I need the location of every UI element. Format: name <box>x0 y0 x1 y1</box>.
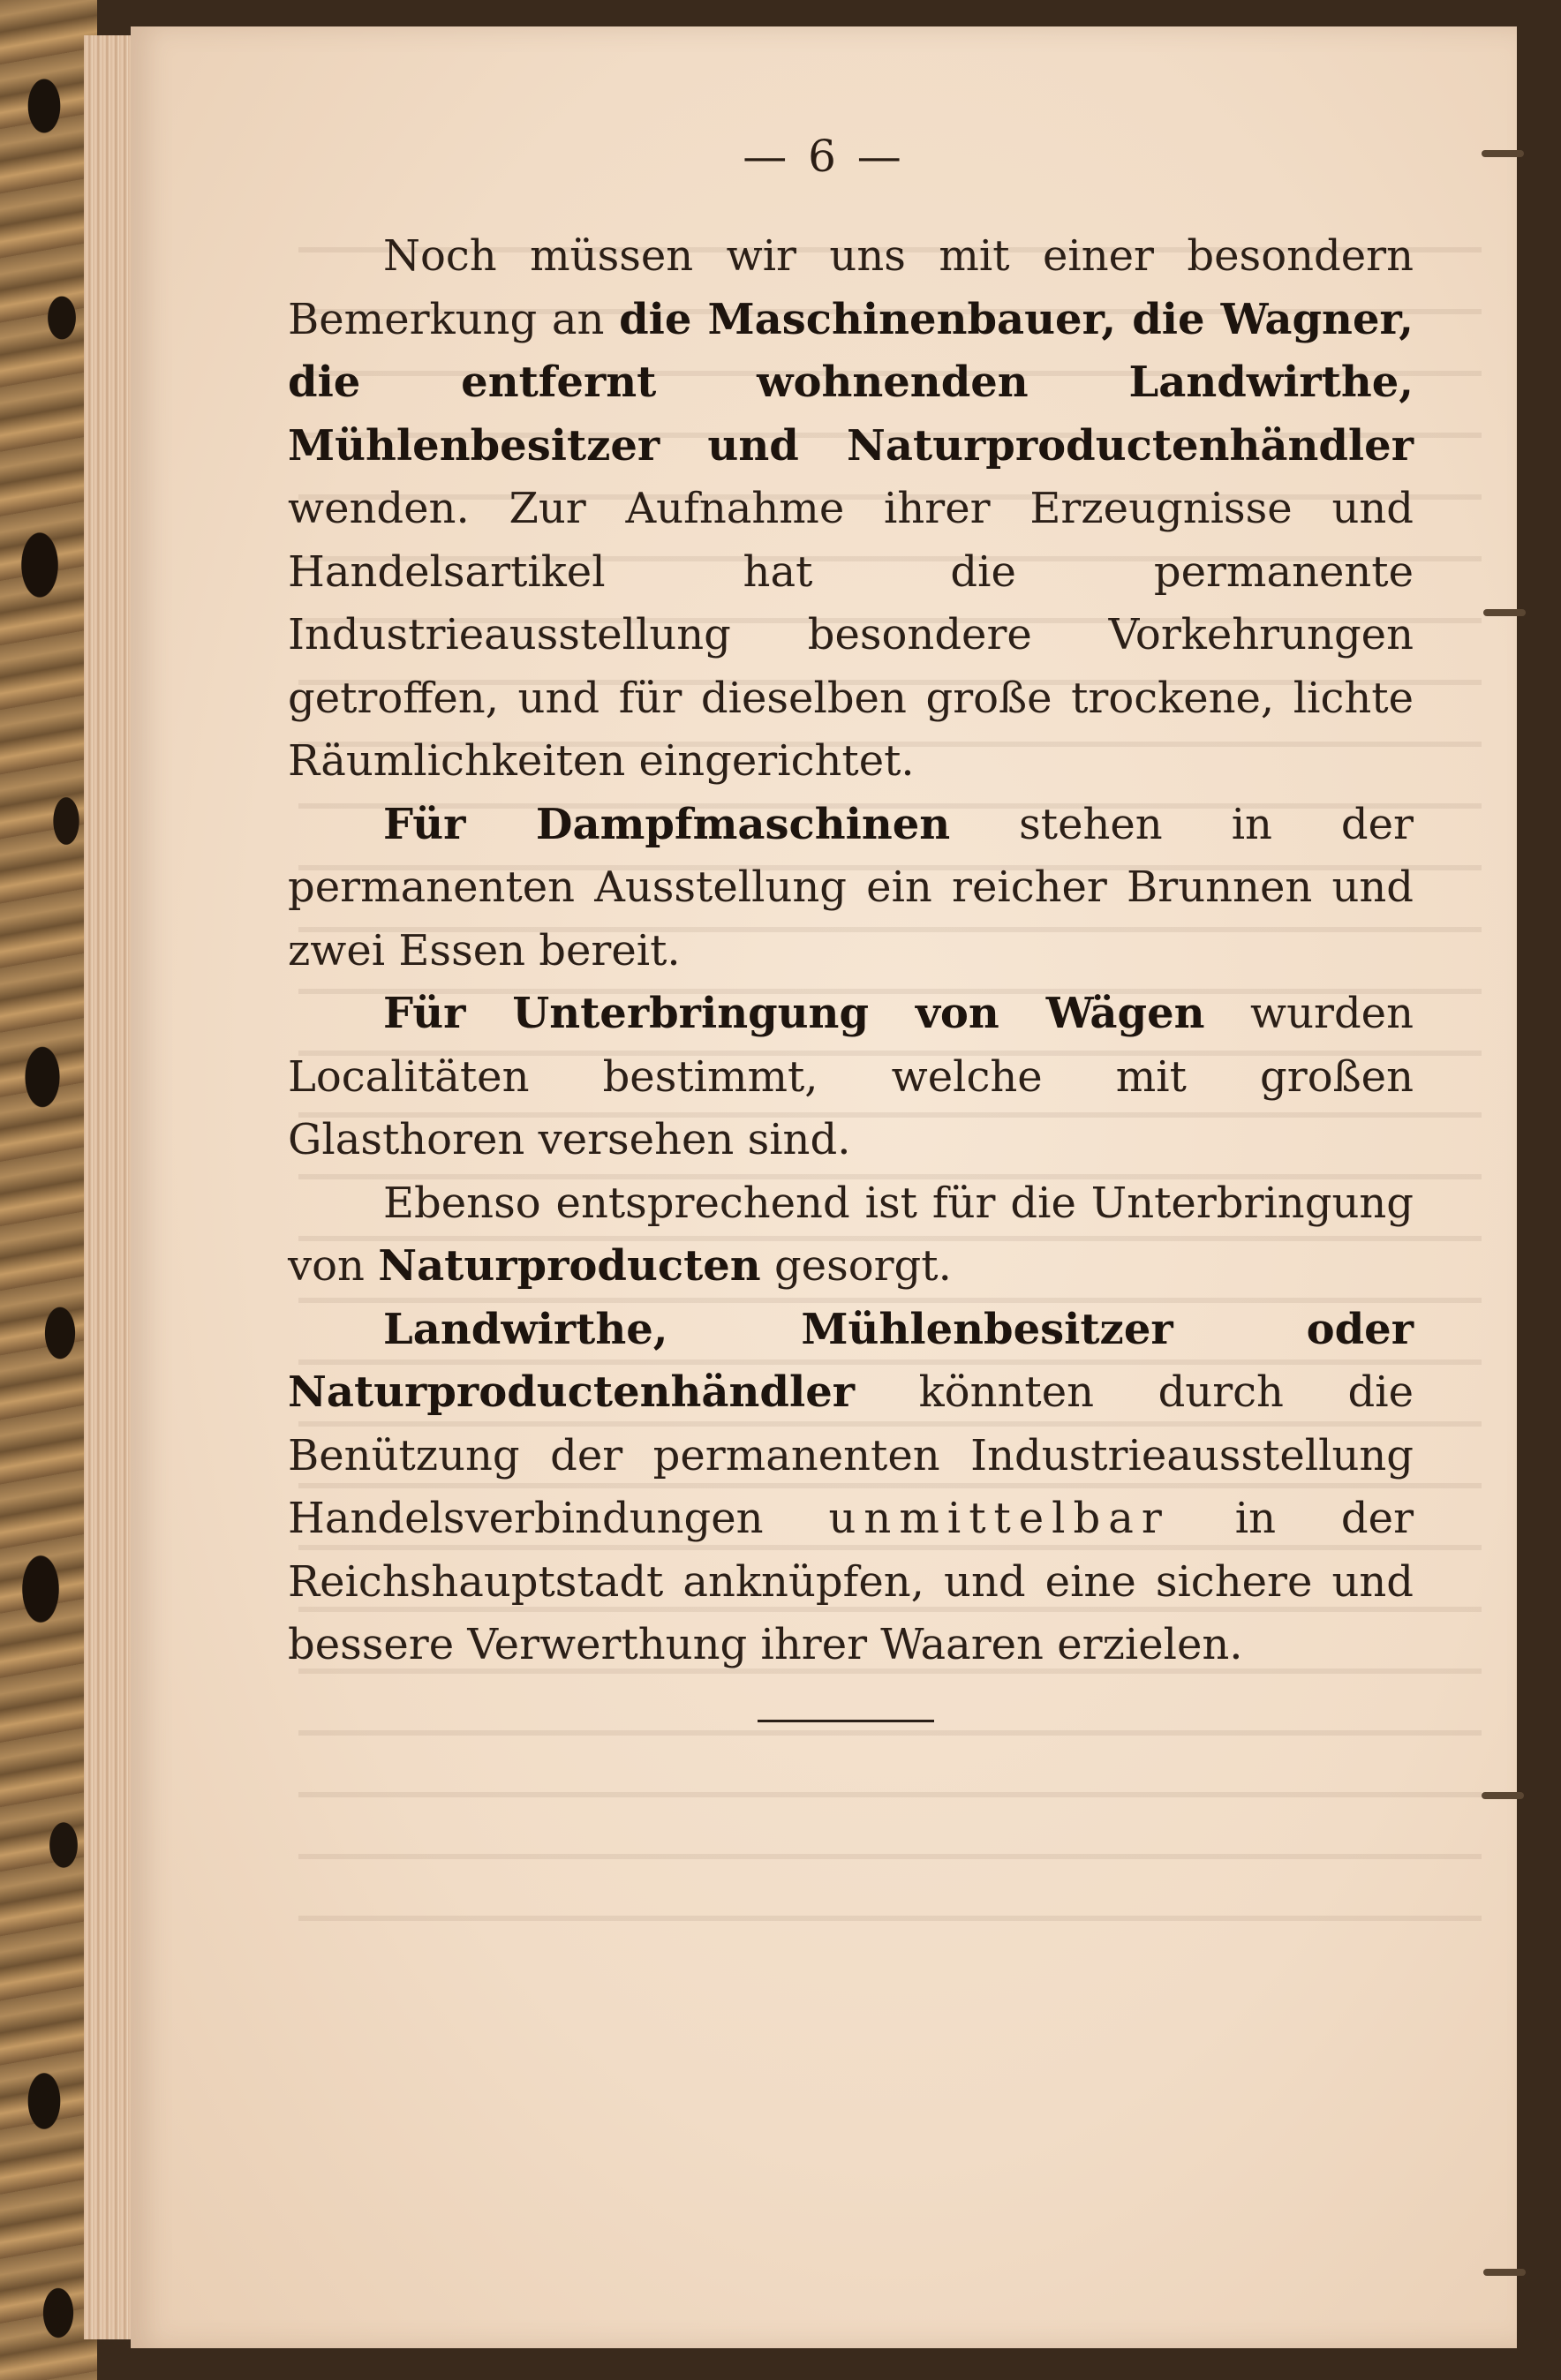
closing-rule <box>758 1720 934 1722</box>
paragraph-text: in der Reichshauptstadt anknüpfen, und eine sichere und bessere Verwerthung ihrer Waaren erzielen. <box>288 1494 1414 1669</box>
paragraph <box>288 1299 1414 1677</box>
paragraph <box>288 225 1414 794</box>
page-number: — 6 — <box>743 131 905 182</box>
page-edges <box>84 35 137 2339</box>
emphasized-text: Naturproducten <box>378 1241 761 1291</box>
stitch-mark <box>1482 1792 1524 1799</box>
paragraph-text: Ebenso entsprechend ist für die Unterbringung von <box>288 1178 1414 1291</box>
emphasized-text: die Maschinenbauer, die Wagner, die entfernt wohnenden Landwirthe, Mühlenbesitzer und Naturproductenhändler <box>288 294 1414 471</box>
paragraph-text: wurden Localitäten bestimmt, welche mit großen Glasthoren versehen sind. <box>288 989 1414 1164</box>
paragraph-text: könnten durch die Benützung der permanenten Industrieausstellung Handelsverbindungen <box>288 1367 1414 1543</box>
paragraph <box>288 794 1414 983</box>
paragraph-text: stehen in der permanenten Ausstellung ein reicher Brunnen und zwei Essen bereit. <box>288 799 1414 975</box>
paragraph-text: wenden. Zur Aufnahme ihrer Erzeugnisse und Handelsartikel hat die permanente Industrieausstellung besondere Vorkehrungen getroffen, und für dieselben große trockene, lichte Räumlichkeiten eingerichtet. <box>288 484 1414 786</box>
page-text <box>288 225 1414 1677</box>
emphasized-text: Landwirthe, Mühlenbesitzer oder Naturproductenhändler <box>288 1304 1414 1417</box>
book-page <box>131 26 1517 2348</box>
stitch-mark <box>1482 150 1524 157</box>
emphasized-text: Für Dampfmaschinen <box>383 799 951 849</box>
emphasized-text: Für Unterbringung von Wägen <box>383 989 1205 1038</box>
paragraph-text: Noch müssen wir uns mit einer besondern Bemerkung an <box>288 231 1414 344</box>
paragraph-text: unmittelbar <box>828 1494 1170 1543</box>
book-cover-edge <box>0 0 97 2380</box>
paragraph-text: gesorgt. <box>760 1241 952 1291</box>
paragraph <box>288 983 1414 1172</box>
paragraph <box>288 1172 1414 1299</box>
stitch-mark <box>1483 2269 1526 2276</box>
stitch-mark <box>1483 609 1526 616</box>
